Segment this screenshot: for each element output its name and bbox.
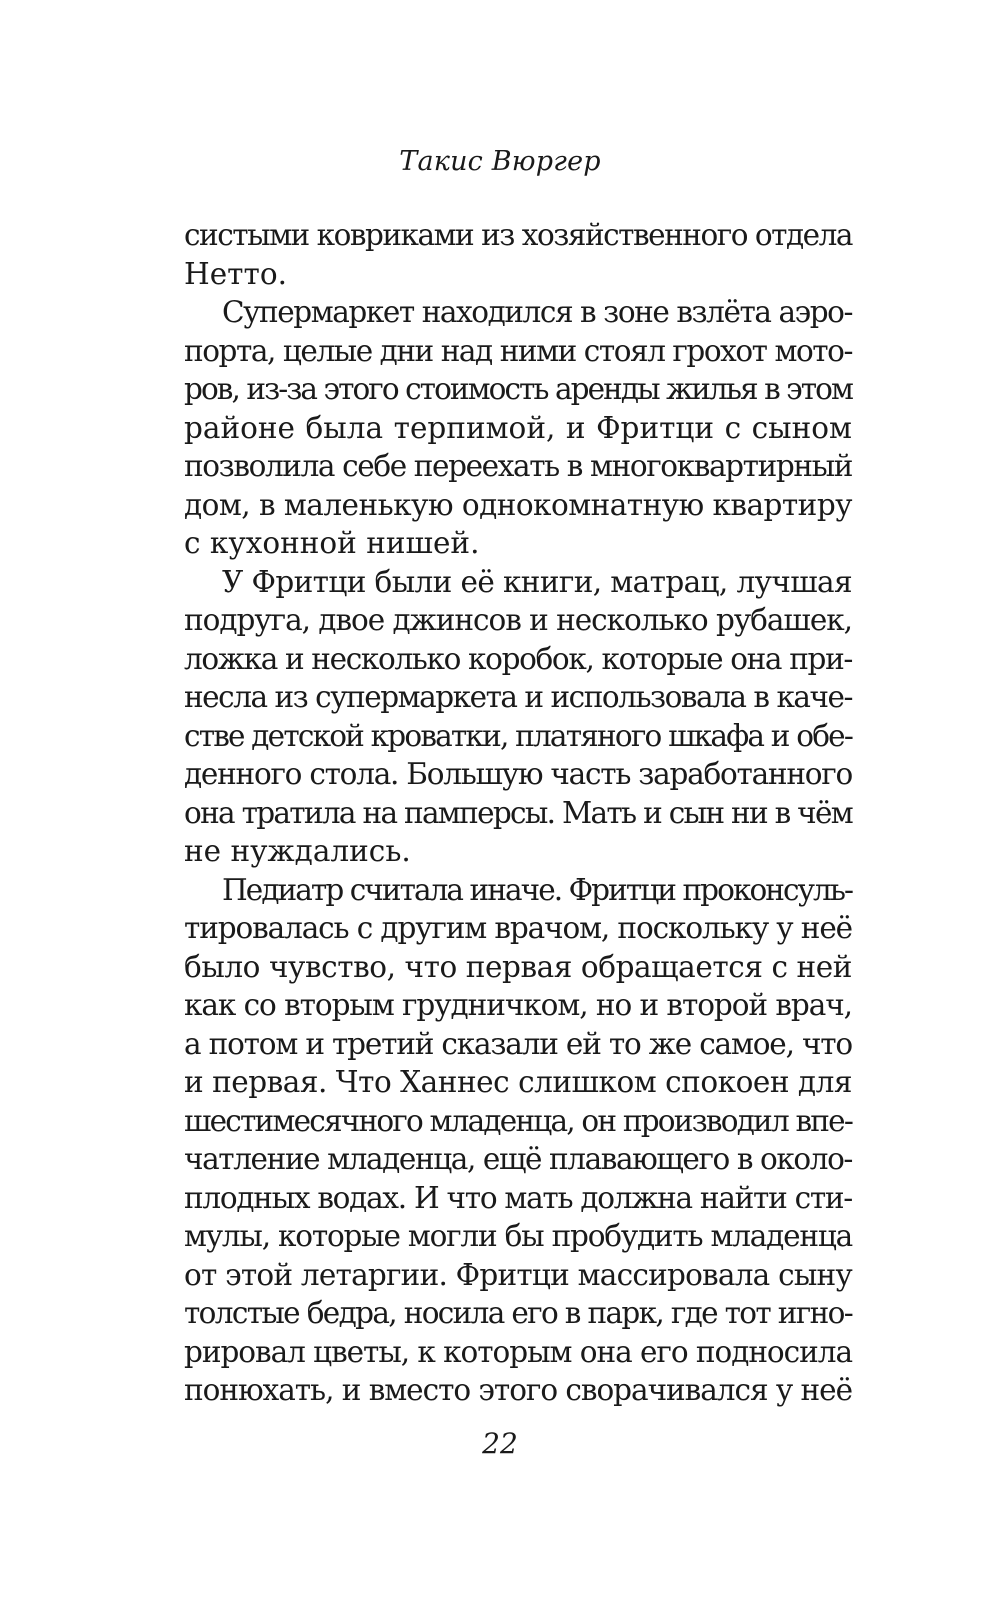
text-line: У Фритци были её книги, матрац, лучшая xyxy=(222,564,852,599)
text-line: дом, в маленькую однокомнатную квартиру xyxy=(184,487,852,522)
text-line: тировалась с другим врачом, поскольку у неё xyxy=(184,911,852,945)
page-number: 22 xyxy=(482,1427,518,1460)
text-line: шестимесячного младенца, он производил впе- xyxy=(184,1103,852,1138)
text-line: понюхать, и вместо этого сворачивался у неё xyxy=(184,1373,852,1407)
text-line: позволила себе переехать в многоквартирный xyxy=(184,449,852,483)
text-line: систыми ковриками из хозяйственного отдела xyxy=(184,218,852,252)
paragraph xyxy=(184,871,852,1410)
text-line: как со вторым грудничком, но и второй врач, xyxy=(184,988,852,1022)
text-line: порта, целые дни над ними стоял грохот мото- xyxy=(184,333,852,368)
text-line: подруга, двое джинсов и несколько рубашек, xyxy=(184,603,852,637)
text-line: было чувство, что первая обращается с ней xyxy=(184,949,852,984)
body-text xyxy=(184,216,852,1410)
text-line: от этой летаргии. Фритци массировала сыну xyxy=(184,1257,852,1292)
text-line: Педиатр считала иначе. Фритци проконсуль- xyxy=(222,872,852,907)
text-line: стве детской кроватки, платяного шкафа и обе- xyxy=(184,718,852,753)
text-line: и первая. Что Ханнес слишком спокоен для xyxy=(184,1065,852,1099)
text-line: с кухонной нишей. xyxy=(184,526,480,560)
text-line: ложка и несколько коробок, которые она при- xyxy=(184,641,852,676)
text-line: плодных водах. И что мать должна найти сти- xyxy=(184,1180,852,1215)
text-line: она тратила на памперсы. Мать и сын ни в чём xyxy=(184,795,852,830)
paragraph xyxy=(184,563,852,871)
text-line: Нетто. xyxy=(184,256,287,291)
text-line: а потом и третий сказали ей то же самое, что xyxy=(184,1026,852,1061)
running-head: Такис Вюргер xyxy=(399,146,601,177)
text-line: несла из супермаркета и использовала в каче- xyxy=(184,680,852,714)
text-line: не нуждались. xyxy=(184,834,411,868)
paragraph xyxy=(184,293,852,563)
text-line: толстые бедра, носила его в парк, где тот игно- xyxy=(184,1296,852,1330)
text-line: районе была терпимой, и Фритци с сыном xyxy=(184,410,852,445)
text-line: ров, из-за этого стоимость аренды жилья в этом xyxy=(184,372,852,406)
text-line: чатление младенца, ещё плавающего в около- xyxy=(184,1142,852,1176)
text-line: рировал цветы, к которым она его подносила xyxy=(184,1334,852,1369)
text-line: денного стола. Большую часть заработанного xyxy=(184,757,852,791)
text-line: Супермаркет находился в зоне взлёта аэро- xyxy=(222,295,852,329)
text-line: мулы, которые могли бы пробудить младенца xyxy=(184,1219,852,1253)
paragraph xyxy=(184,216,852,293)
